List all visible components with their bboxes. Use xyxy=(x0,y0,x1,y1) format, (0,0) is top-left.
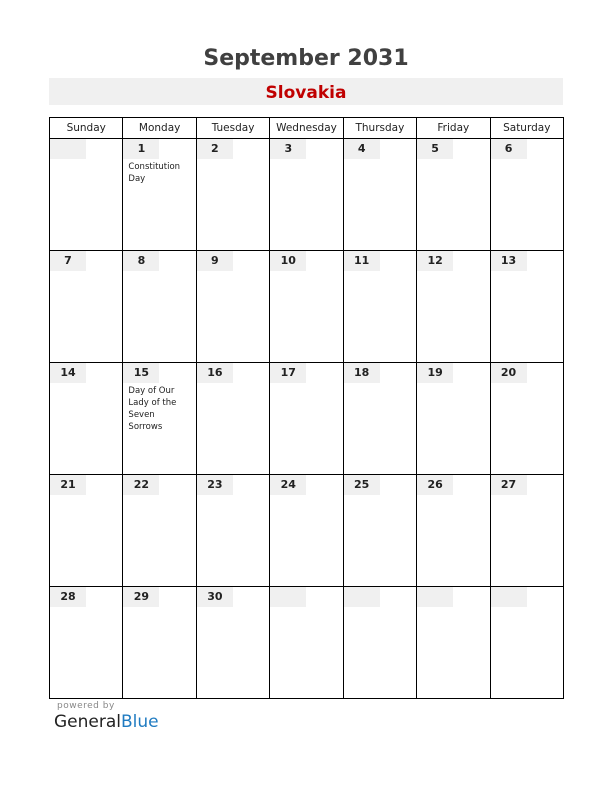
day-number: 21 xyxy=(50,475,86,495)
day-cell xyxy=(123,363,196,475)
day-cell xyxy=(490,587,563,699)
day-number: 20 xyxy=(491,363,527,383)
day-number: 15 xyxy=(123,363,159,383)
day-number: 29 xyxy=(123,587,159,607)
day-number: 28 xyxy=(50,587,86,607)
weekday-header: Tuesday xyxy=(196,118,269,139)
day-cell xyxy=(123,251,196,363)
day-number xyxy=(417,587,453,607)
day-number: 6 xyxy=(491,139,527,159)
weekday-header: Friday xyxy=(417,118,490,139)
day-cell xyxy=(50,139,123,251)
day-number: 2 xyxy=(197,139,233,159)
day-cell xyxy=(417,587,490,699)
day-number: 27 xyxy=(491,475,527,495)
day-cell xyxy=(490,251,563,363)
day-cell xyxy=(343,587,416,699)
day-number: 13 xyxy=(491,251,527,271)
day-cell xyxy=(270,139,343,251)
day-cell xyxy=(343,363,416,475)
weekday-header: Sunday xyxy=(50,118,123,139)
day-cell xyxy=(196,139,269,251)
day-cell xyxy=(123,475,196,587)
day-number xyxy=(344,587,380,607)
weekday-header: Thursday xyxy=(343,118,416,139)
holiday-label: Constitution Day xyxy=(128,162,181,184)
day-number: 24 xyxy=(270,475,306,495)
day-cell xyxy=(270,475,343,587)
powered-by-label: powered by xyxy=(57,701,115,711)
page-title: September 2031 xyxy=(203,46,409,71)
day-number: 25 xyxy=(344,475,380,495)
day-cell xyxy=(196,475,269,587)
day-number xyxy=(50,139,86,159)
holiday-label: Day of Our Lady of the Seven Sorrows xyxy=(128,386,177,432)
week-row xyxy=(50,139,564,251)
day-number: 9 xyxy=(197,251,233,271)
day-number: 26 xyxy=(417,475,453,495)
week-row xyxy=(50,251,564,363)
day-number: 30 xyxy=(197,587,233,607)
day-number: 8 xyxy=(123,251,159,271)
day-number xyxy=(491,587,527,607)
day-number: 12 xyxy=(417,251,453,271)
weekday-header: Wednesday xyxy=(270,118,343,139)
day-number: 14 xyxy=(50,363,86,383)
weekday-header-row xyxy=(50,118,564,139)
day-cell xyxy=(196,587,269,699)
day-cell xyxy=(270,587,343,699)
day-number: 4 xyxy=(344,139,380,159)
day-number: 3 xyxy=(270,139,306,159)
day-number: 11 xyxy=(344,251,380,271)
weekday-header: Saturday xyxy=(490,118,563,139)
week-row xyxy=(50,587,564,699)
day-number: 18 xyxy=(344,363,380,383)
day-number: 22 xyxy=(123,475,159,495)
day-cell xyxy=(343,475,416,587)
day-cell xyxy=(490,363,563,475)
day-cell xyxy=(50,363,123,475)
day-number: 7 xyxy=(50,251,86,271)
day-cell xyxy=(343,251,416,363)
generalblue-logo xyxy=(54,712,159,732)
day-cell xyxy=(196,251,269,363)
day-cell xyxy=(417,139,490,251)
day-cell xyxy=(490,139,563,251)
country-banner xyxy=(49,78,563,105)
day-number: 1 xyxy=(123,139,159,159)
country-name: Slovakia xyxy=(265,83,347,103)
day-number: 17 xyxy=(270,363,306,383)
day-cell xyxy=(490,475,563,587)
calendar-grid xyxy=(49,117,564,699)
day-cell xyxy=(270,251,343,363)
day-cell xyxy=(50,587,123,699)
logo-text-general: General xyxy=(54,712,121,732)
day-number: 23 xyxy=(197,475,233,495)
day-cell xyxy=(417,363,490,475)
day-cell xyxy=(343,139,416,251)
day-cell xyxy=(196,363,269,475)
day-cell xyxy=(50,475,123,587)
day-number: 16 xyxy=(197,363,233,383)
day-number: 19 xyxy=(417,363,453,383)
week-row xyxy=(50,475,564,587)
weekday-header: Monday xyxy=(123,118,196,139)
day-number: 5 xyxy=(417,139,453,159)
logo-text-blue: Blue xyxy=(121,712,159,732)
day-cell xyxy=(417,251,490,363)
day-cell xyxy=(50,251,123,363)
day-number: 10 xyxy=(270,251,306,271)
day-cell xyxy=(270,363,343,475)
day-cell xyxy=(123,587,196,699)
week-row xyxy=(50,363,564,475)
day-cell xyxy=(417,475,490,587)
day-cell xyxy=(123,139,196,251)
day-number xyxy=(270,587,306,607)
